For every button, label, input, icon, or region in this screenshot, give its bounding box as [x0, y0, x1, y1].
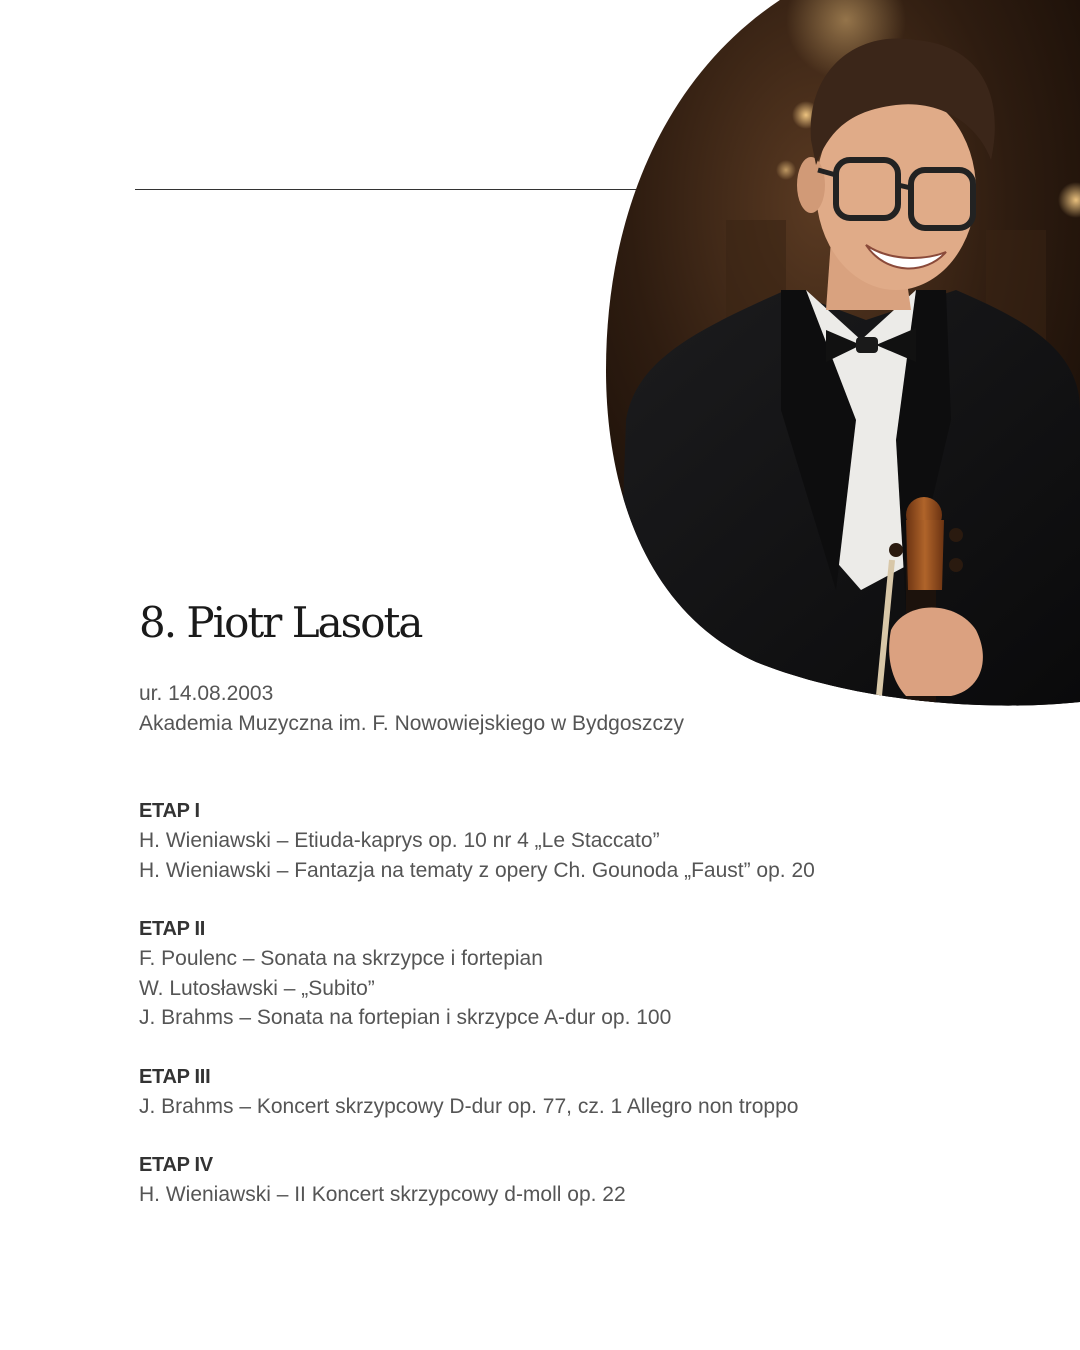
stage-4: [139, 1150, 1039, 1210]
work-item: F. Poulenc – Sonata na skrzypce i fortepian: [139, 947, 543, 970]
performer-photo: [606, 0, 1080, 706]
stage-label: ETAP I: [139, 800, 200, 822]
work-item: J. Brahms – Sonata na fortepian i skrzypce A-dur op. 100: [139, 1006, 672, 1029]
stage-1: [139, 796, 1039, 885]
stage-3: [139, 1062, 1039, 1122]
stage-label: ETAP III: [139, 1065, 211, 1088]
work-item: W. Lutosławski – „Subito”: [139, 976, 375, 1000]
work-item: H. Wieniawski – Etiuda-kaprys op. 10 nr 4 „Le Staccato”: [139, 829, 660, 852]
work-item: J. Brahms – Koncert skrzypcowy D-dur op. 77, cz. 1 Allegro non troppo: [139, 1094, 799, 1118]
work-item: H. Wieniawski – II Koncert skrzypcowy d-moll op. 22: [139, 1183, 626, 1206]
birth-date: ur. 14.08.2003: [139, 682, 274, 705]
program-list: [139, 796, 1039, 1239]
stage-label: ETAP II: [139, 918, 206, 940]
stage-2: [139, 914, 1039, 1033]
school-name: Akademia Muzyczna im. F. Nowowiejskiego w Bydgoszczy: [139, 712, 685, 735]
stage-label: ETAP IV: [139, 1154, 213, 1176]
performer-title: 8. Piotr Lasota: [139, 598, 422, 647]
performer-bio: [139, 679, 684, 739]
work-item: H. Wieniawski – Fantazja na tematy z opery Ch. Gounoda „Faust” op. 20: [139, 858, 815, 882]
